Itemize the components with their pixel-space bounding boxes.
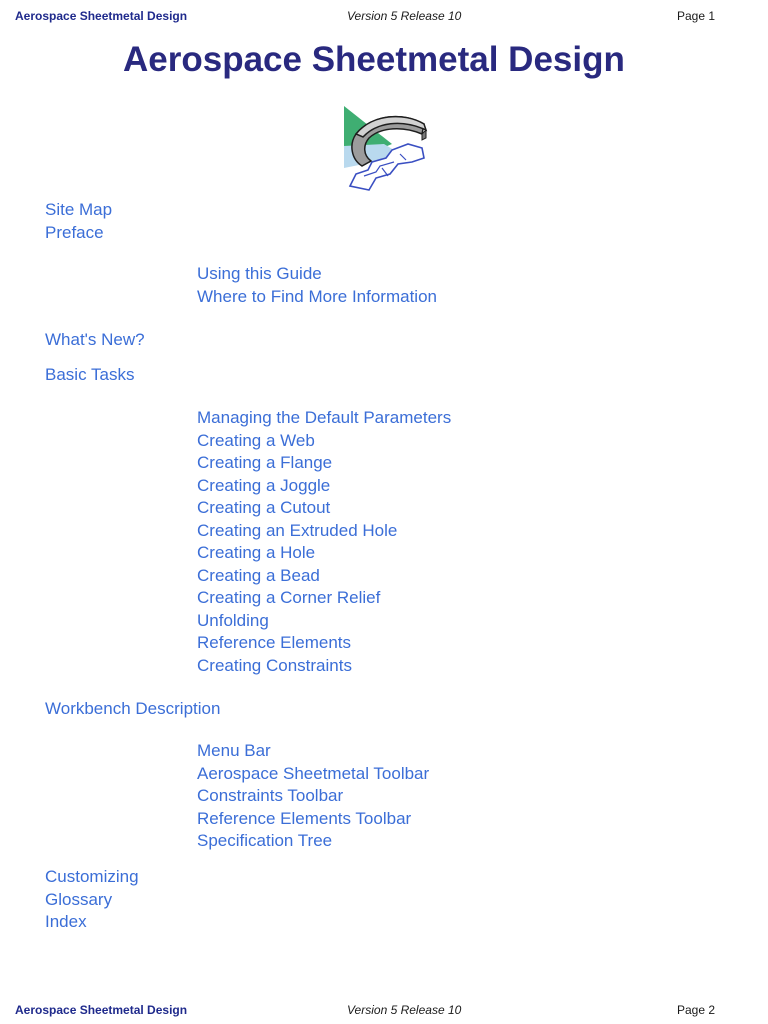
toc-link-whats-new[interactable]: What's New?: [45, 330, 145, 349]
header-document-title: Aerospace Sheetmetal Design: [15, 9, 188, 23]
toc-link-unfolding[interactable]: Unfolding: [197, 610, 269, 630]
toc-link-basic-tasks[interactable]: Basic Tasks: [45, 365, 135, 384]
toc-link-creating-constraints[interactable]: Creating Constraints: [197, 655, 352, 675]
toc-link-customizing[interactable]: Customizing: [45, 867, 139, 886]
toc-link-site-map[interactable]: Site Map: [45, 200, 113, 219]
toc-link-reference-elements[interactable]: Reference Elements: [197, 633, 352, 652]
toc-link-creating-web[interactable]: Creating a Web: [197, 430, 315, 450]
sheetmetal-part-icon: [342, 104, 428, 194]
toc-group-whats-new: [45, 329, 145, 352]
toc-link-creating-corner-relief[interactable]: Creating a Corner Relief: [197, 588, 381, 607]
toc-link-creating-extruded-hole[interactable]: Creating an Extruded Hole: [197, 520, 398, 540]
toc-group-bottom: [45, 866, 139, 934]
header-version: Version 5 Release 10: [347, 9, 462, 23]
toc-link-creating-joggle[interactable]: Creating a Joggle: [197, 475, 331, 495]
toc-group-top: [45, 199, 112, 244]
footer-version: Version 5 Release 10: [347, 1003, 462, 1017]
toc-link-constraints-toolbar[interactable]: Constraints Toolbar: [197, 786, 344, 805]
toc-link-specification-tree[interactable]: Specification Tree: [197, 831, 333, 850]
toc-link-workbench-description[interactable]: Workbench Description: [45, 699, 221, 718]
toc-link-using-this-guide[interactable]: Using this Guide: [197, 264, 322, 283]
toc-link-preface[interactable]: Preface: [45, 222, 104, 242]
toc-link-creating-bead[interactable]: Creating a Bead: [197, 565, 320, 585]
page-footer: [0, 1002, 768, 1018]
toc-group-basic-tasks: [45, 364, 134, 387]
toc-group-workbench-items: [197, 740, 429, 853]
footer-page-number: Page 2: [677, 1003, 716, 1017]
toc-link-index[interactable]: Index: [45, 912, 87, 931]
toc-link-creating-cutout[interactable]: Creating a Cutout: [197, 498, 331, 517]
toc-link-aerospace-sheetmetal-toolbar[interactable]: Aerospace Sheetmetal Toolbar: [197, 763, 430, 783]
toc-group-preface: [197, 263, 437, 308]
toc-link-menu-bar[interactable]: Menu Bar: [197, 741, 271, 760]
toc-link-managing-default-parameters[interactable]: Managing the Default Parameters: [197, 408, 452, 427]
toc-link-creating-flange[interactable]: Creating a Flange: [197, 453, 333, 472]
toc-group-basic-tasks-items: [197, 407, 451, 677]
toc-link-glossary[interactable]: Glossary: [45, 889, 113, 909]
toc-link-creating-hole[interactable]: Creating a Hole: [197, 543, 316, 562]
toc-group-workbench: [45, 698, 220, 721]
page-title: Aerospace Sheetmetal Design: [123, 40, 625, 79]
footer-document-title: Aerospace Sheetmetal Design: [15, 1003, 188, 1017]
header-page-number: Page 1: [677, 9, 716, 23]
toc-link-reference-elements-toolbar[interactable]: Reference Elements Toolbar: [197, 808, 412, 828]
toc-link-more-information[interactable]: Where to Find More Information: [197, 286, 437, 306]
page-header: [0, 8, 768, 24]
